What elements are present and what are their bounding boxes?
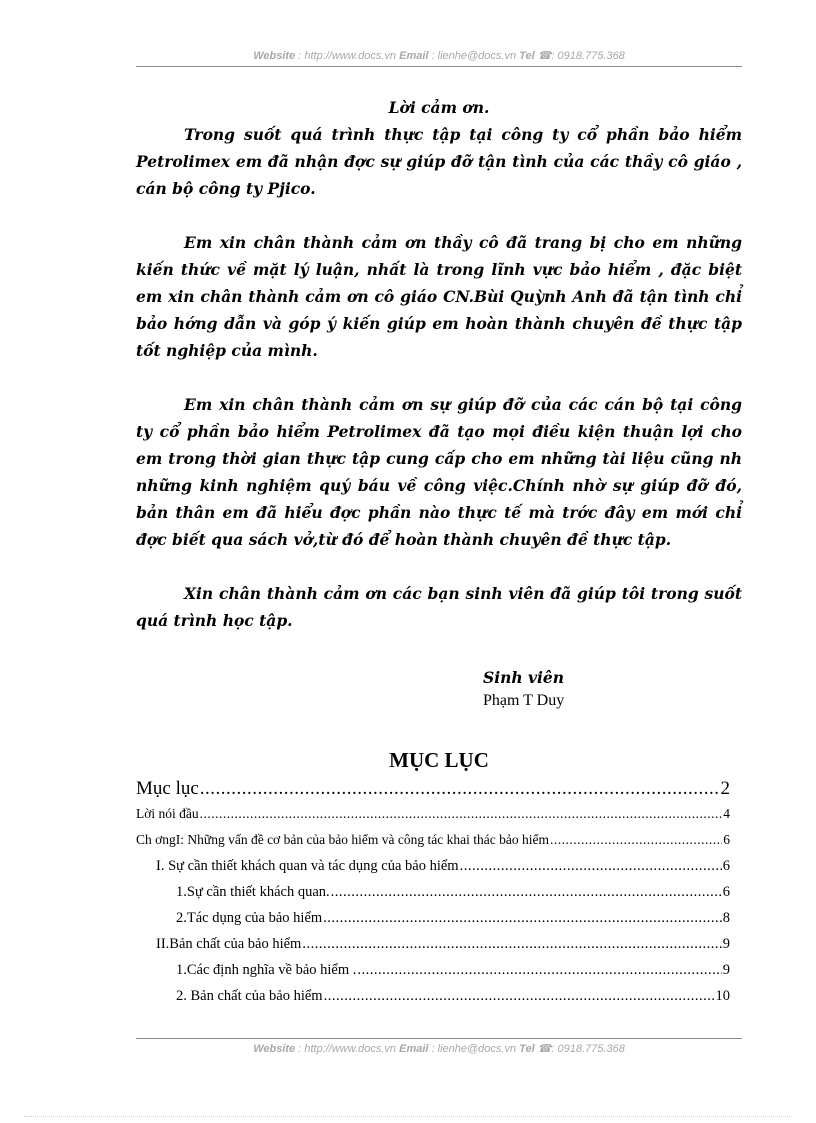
spacer	[136, 553, 742, 580]
telephone-icon: ☎	[537, 50, 552, 62]
telephone-icon: ☎	[537, 1043, 552, 1055]
toc-leader-dots	[460, 858, 722, 875]
letter-title: Lời cảm ơn.	[388, 98, 490, 117]
website-value[interactable]: : http://www.docs.vn	[295, 1043, 400, 1055]
table-of-contents	[136, 778, 730, 1014]
toc-entry[interactable]	[136, 858, 730, 884]
toc-entry-label: 1.Sự cần thiết khách quan.	[176, 884, 330, 900]
toc-leader-dots	[200, 806, 723, 822]
signature-name: Phạm T Duy	[483, 692, 565, 709]
toc-leader-dots	[331, 884, 722, 901]
toc-entry[interactable]	[136, 988, 730, 1014]
toc-entry[interactable]	[136, 962, 730, 988]
letter-paragraph-2: Em xin chân thành cảm ơn thầy cô đã trang bị cho em những kiến thức về mặt lý luận, nhất là trong lĩnh vực bảo hiểm , đặc biệt em xin chân thành cảm ơn cô giáo CN.Bùi Quỳnh Anh đã tận tình chỉ bảo hớng dẫn và góp ý kiến giúp em hoàn thành chuyên đề thực tập tốt nghiệp của mình.	[136, 233, 742, 360]
toc-entry-label: 2.Tác dụng của bảo hiểm	[176, 910, 323, 926]
website-label: Website	[253, 1043, 296, 1055]
toc-entry[interactable]	[136, 884, 730, 910]
signature-block	[483, 668, 564, 710]
email-label: Email	[399, 1043, 429, 1055]
page-footer	[136, 1042, 742, 1055]
email-value[interactable]: : lienhe@docs.vn	[428, 50, 520, 62]
toc-leader-dots	[200, 778, 720, 800]
toc-entry[interactable]	[136, 910, 730, 936]
toc-entry-page: 9	[722, 962, 730, 978]
toc-entry-page: 6	[723, 832, 730, 847]
toc-entry[interactable]	[136, 806, 730, 832]
toc-leader-dots	[550, 832, 722, 848]
letter-paragraph-1: Trong suốt quá trình thực tập tại công ty cổ phần bảo hiểm Petrolimex em đã nhận đợc sự giúp đỡ tận tình của các thầy cô giáo , cán bộ công ty Pjico.	[136, 125, 742, 198]
acknowledgement-letter	[136, 94, 742, 634]
toc-entry-label: Mục lục	[136, 778, 199, 799]
toc-entry[interactable]	[136, 936, 730, 962]
toc-entry-page: 2	[720, 778, 730, 799]
toc-entry-label: 1.Các định nghĩa về bảo hiểm .	[176, 962, 357, 978]
tel-label: Tel	[519, 50, 535, 62]
toc-entry-page: 9	[722, 936, 730, 952]
toc-entry[interactable]	[136, 832, 730, 858]
toc-leader-dots	[323, 910, 722, 927]
spacer	[136, 364, 742, 391]
website-label: Website	[253, 50, 296, 62]
toc-entry-label: I. Sự cần thiết khách quan và tác dụng của bảo hiểm	[156, 858, 459, 874]
toc-entry-page: 4	[723, 806, 730, 821]
tel-label: Tel	[519, 1043, 535, 1055]
toc-title: MỤC LỤC	[389, 748, 489, 772]
toc-entry-page: 10	[715, 988, 730, 1004]
toc-entry-label: II.Bản chất của bảo hiểm	[156, 936, 302, 952]
toc-entry[interactable]	[136, 778, 730, 806]
toc-leader-dots	[357, 962, 721, 979]
letter-paragraph-3: Em xin chân thành cảm ơn sự giúp đỡ của các cán bộ tại công ty cổ phần bảo hiểm Petrolimex đã tạo mọi điều kiện thuận lợi cho em trong thời gian thực tập cung cấp cho em những tài liệu cũng nh những kinh nghiệm quý báu về công việc.Chính nhờ sự giúp đỡ đó, bản thân em đã hiểu đợc phần nào thực tế mà trớc đây em mới chỉ đợc biết qua sách vở,từ đó để hoàn thành chuyên đề thực tập.	[136, 395, 742, 549]
toc-leader-dots	[324, 988, 715, 1005]
email-label: Email	[399, 50, 429, 62]
tel-value: : 0918.775.368	[551, 1043, 625, 1055]
email-value[interactable]: : lienhe@docs.vn	[428, 1043, 520, 1055]
signature-label: Sinh viên	[483, 668, 565, 687]
website-value[interactable]: : http://www.docs.vn	[295, 50, 400, 62]
toc-entry-page: 8	[722, 910, 730, 926]
spacer	[136, 202, 742, 229]
footer-rule	[136, 1038, 742, 1039]
page-edge-divider	[24, 1116, 792, 1117]
header-rule	[136, 66, 742, 67]
tel-value: : 0918.775.368	[551, 50, 625, 62]
page-header	[136, 49, 742, 62]
toc-entry-page: 6	[722, 884, 730, 900]
toc-entry-label: Ch ơngI: Những vấn đề cơ bản của bảo hiểm và công tác khai thác bảo hiểm	[136, 832, 549, 847]
toc-entry-label: Lời nói đầu	[136, 806, 199, 821]
toc-entry-page: 6	[722, 858, 730, 874]
letter-paragraph-4: Xin chân thành cảm ơn các bạn sinh viên đã giúp tôi trong suốt quá trình học tập.	[136, 584, 742, 630]
toc-entry-label: 2. Bản chất của bảo hiểm	[176, 988, 323, 1004]
toc-leader-dots	[302, 936, 721, 953]
